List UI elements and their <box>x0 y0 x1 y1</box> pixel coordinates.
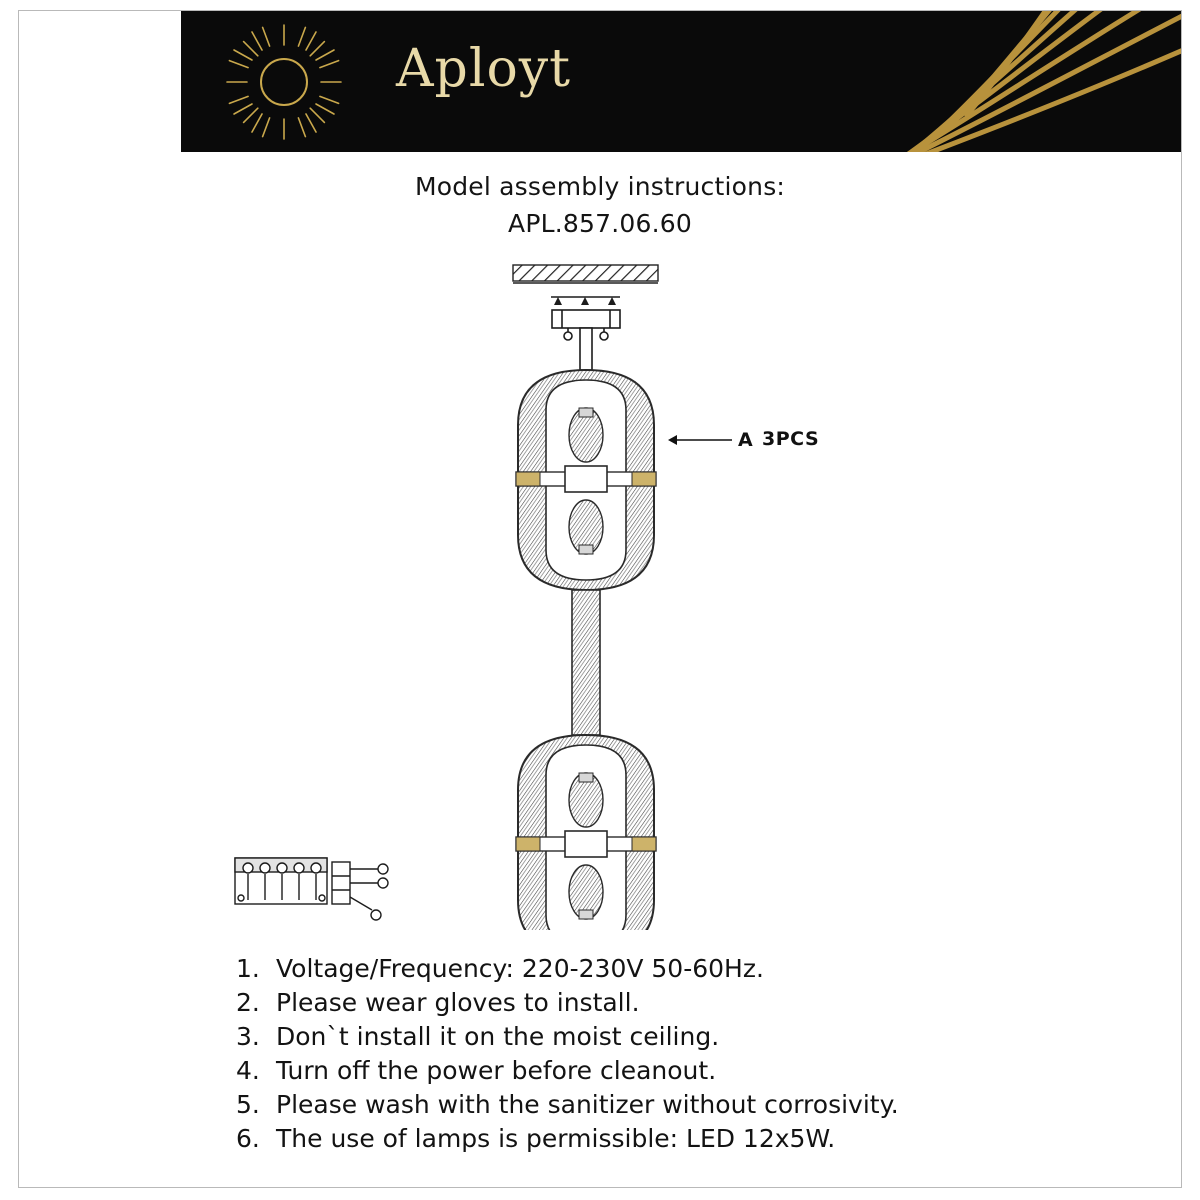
list-item-number: 4. <box>236 1056 260 1085</box>
mesh-rod-icon <box>572 590 600 735</box>
list-item-text: Turn off the power before cleanout. <box>276 1056 717 1085</box>
list-item-number: 5. <box>236 1090 260 1119</box>
model-code: APL.857.06.60 <box>508 209 692 238</box>
assembly-diagram <box>180 250 1020 930</box>
ceiling-hatching-icon <box>513 265 658 283</box>
title-block <box>0 168 1200 242</box>
assembly-diagram-svg <box>180 250 1020 930</box>
list-item <box>236 1054 1096 1088</box>
list-item-number: 2. <box>236 988 260 1017</box>
list-item-text: Voltage/Frequency: 220-230V 50-60Hz. <box>276 954 764 983</box>
ray-fan-icon <box>761 11 1181 152</box>
terminal-block-icon <box>235 858 388 920</box>
list-item <box>236 1122 1096 1156</box>
list-item-number: 3. <box>236 1022 260 1051</box>
upper-mesh-shade-icon <box>516 370 656 590</box>
sunburst-icon <box>221 19 347 145</box>
lower-mesh-shade-icon <box>516 735 656 930</box>
brand-logo-text: Aployt <box>396 39 572 99</box>
list-item <box>236 986 1096 1020</box>
list-item <box>236 952 1096 986</box>
canopy-plate-icon <box>551 297 620 370</box>
list-item-text: The use of lamps is permissible: LED 12x5W. <box>276 1124 836 1153</box>
list-item-text: Please wear gloves to install. <box>276 988 640 1017</box>
list-item-number: 1. <box>236 954 260 983</box>
list-item-text: Please wash with the sanitizer without corrosivity. <box>276 1090 899 1119</box>
list-item <box>236 1088 1096 1122</box>
page-title: Model assembly instructions: <box>414 172 786 201</box>
header-banner <box>181 11 1181 152</box>
instruction-list <box>236 952 1096 1156</box>
list-item-text: Don`t install it on the moist ceiling. <box>276 1022 720 1051</box>
callout-marker-a: A <box>738 429 753 451</box>
callout-pointer <box>668 435 732 445</box>
list-item-number: 6. <box>236 1124 260 1153</box>
callout-quantity-label: 3PCS <box>762 428 820 450</box>
list-item <box>236 1020 1096 1054</box>
